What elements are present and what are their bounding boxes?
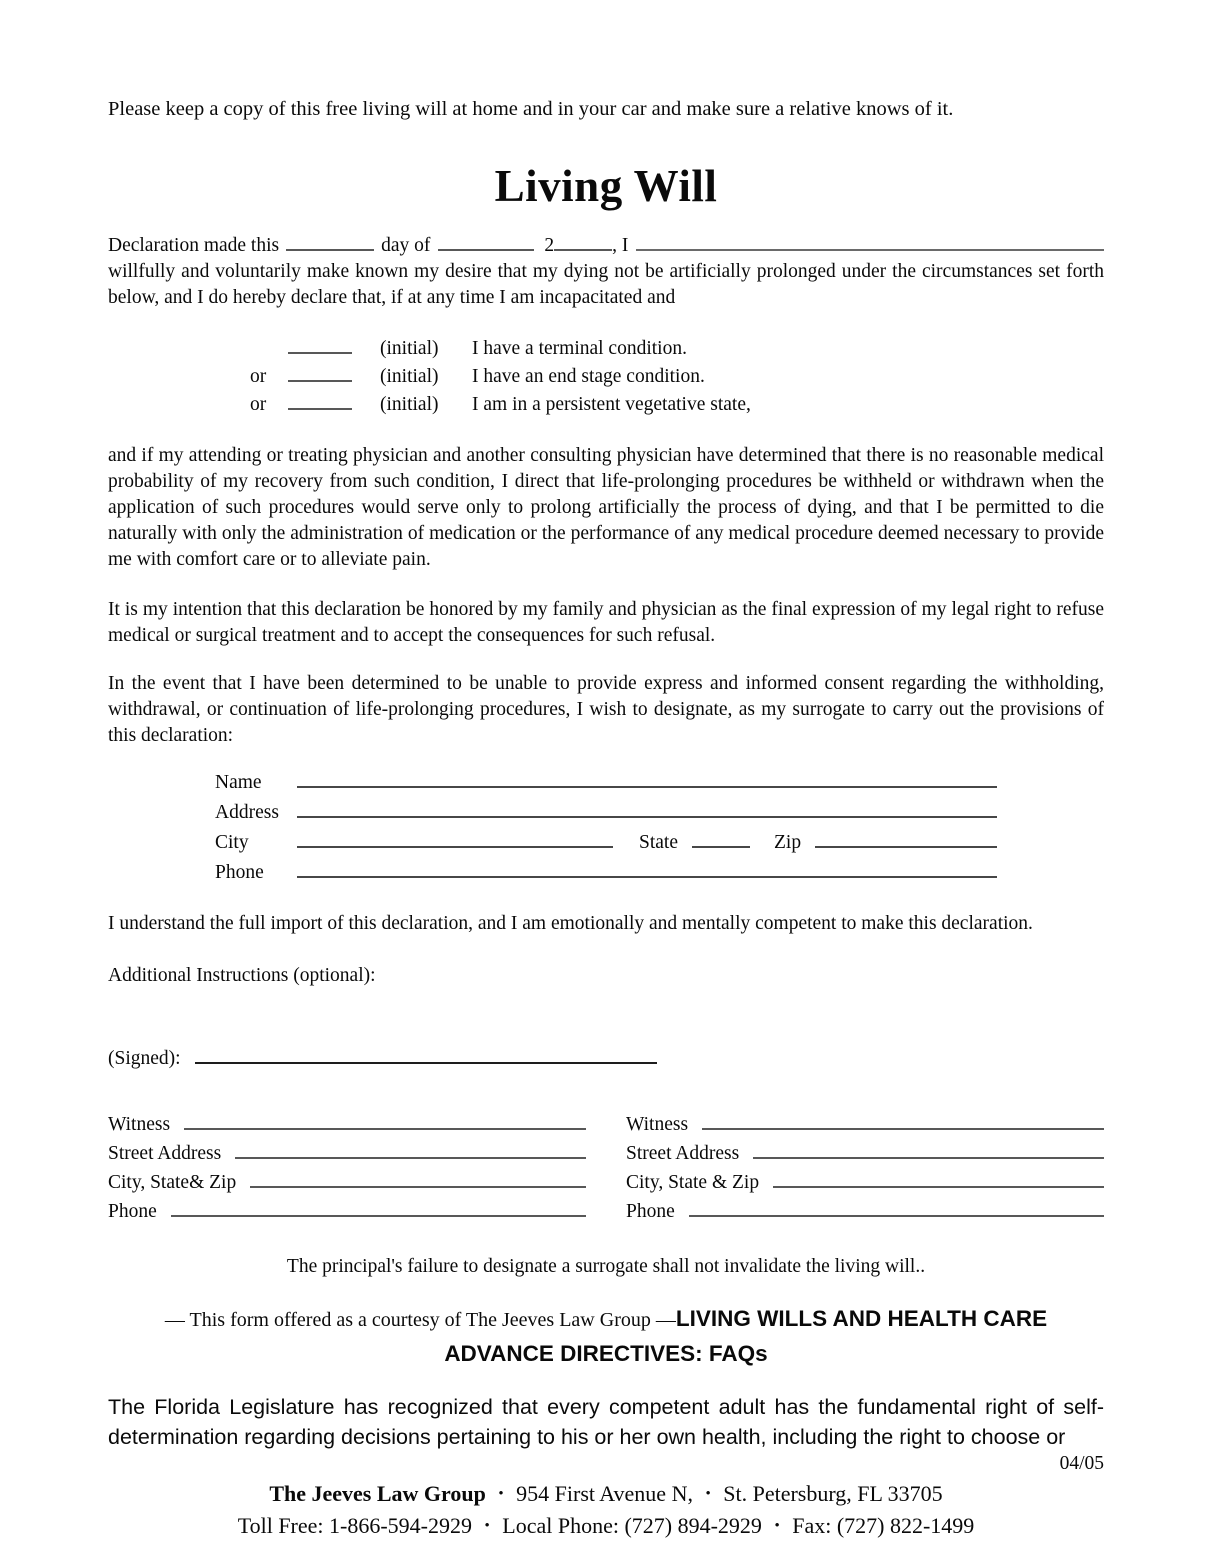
condition-text: I have an end stage condition. bbox=[472, 365, 705, 387]
declaration-body: willfully and voluntarily make known my desire that my dying not be artificially prolonged under the circumstances set forth below, and I do hereby declare that, if at any time I am incapacitated and bbox=[108, 261, 1104, 308]
footer-phone-line bbox=[108, 1510, 1104, 1542]
condition-text: I have a terminal condition. bbox=[472, 337, 687, 359]
end-stage-initial-blank[interactable] bbox=[288, 363, 352, 382]
witness-left-phone-row bbox=[108, 1199, 586, 1228]
signed-label: (Signed): bbox=[108, 1047, 181, 1069]
physician-paragraph: and if my attending or treating physician and another consulting physician have determined that there is no reasonable medical probability of my recovery from such condition, I direct that life-prolonging procedures be withheld or withdrawn when the application of such procedures would serve only to prolong artificially the process of dying, and that I be permitted to die naturally with only the administration of medication or the performance of any medical procedure deemed necessary to provide me with comfort care or to alleviate pain. bbox=[108, 445, 1104, 570]
footer-street-address: 954 First Avenue N, bbox=[516, 1480, 693, 1506]
surrogate-phone-row bbox=[215, 859, 997, 889]
declaration-line bbox=[108, 232, 1104, 259]
zip-label: Zip bbox=[774, 831, 802, 853]
street-address-label: Street Address bbox=[108, 1143, 222, 1165]
witness-right-street-line[interactable] bbox=[753, 1141, 1104, 1160]
witness-right-name-line[interactable] bbox=[702, 1112, 1104, 1131]
bullet-icon: • bbox=[774, 1517, 780, 1534]
courtesy-line bbox=[108, 1302, 1104, 1372]
bullet-icon: • bbox=[498, 1485, 504, 1502]
witness-left-city-row bbox=[108, 1170, 586, 1199]
witness-right-street-row bbox=[626, 1141, 1104, 1170]
principal-note: The principal's failure to designate a surrogate shall not invalidate the living will.. bbox=[286, 1255, 926, 1277]
surrogate-intro-paragraph: In the event that I have been determined to be unable to provide express and informed consent regarding the withholding, withdrawal, or continuation of life-prolonging procedures, I wish to designate, as my surrogate to carry out the provisions of this declaration: bbox=[108, 673, 1104, 746]
surrogate-zip-line[interactable] bbox=[815, 829, 997, 848]
declarant-name-blank[interactable] bbox=[636, 232, 1104, 251]
surrogate-state-line[interactable] bbox=[692, 829, 750, 848]
condition-row-end-stage bbox=[250, 363, 1104, 391]
declaration-made-this-label: Declaration made this bbox=[108, 235, 280, 256]
version-label: 04/05 bbox=[1059, 1452, 1104, 1474]
declaration-year-blank[interactable] bbox=[554, 232, 612, 251]
surrogate-address-row bbox=[215, 799, 997, 829]
witness-section bbox=[108, 1112, 1104, 1228]
keep-copy-notice: Please keep a copy of this free living will at home and in your car and make sure a relative knows of it. bbox=[108, 98, 954, 120]
witness-left-street-line[interactable] bbox=[235, 1141, 586, 1160]
condition-row-vegetative bbox=[250, 391, 1104, 419]
year-prefix-label: 2 bbox=[544, 235, 555, 256]
surrogate-address-line[interactable] bbox=[297, 799, 997, 818]
witness-right-name-row bbox=[626, 1112, 1104, 1141]
witness-left-name-row bbox=[108, 1112, 586, 1141]
address-label: Address bbox=[215, 801, 279, 823]
courtesy-heading-line1: LIVING WILLS AND HEALTH CARE bbox=[675, 1305, 1048, 1331]
page-title: Living Will bbox=[494, 161, 718, 211]
witness-left-city-line[interactable] bbox=[250, 1170, 586, 1189]
courtesy-text: — This form offered as a courtesy of The Jeeves Law Group — bbox=[164, 1308, 676, 1331]
city-state-zip-label: City, State& Zip bbox=[108, 1172, 237, 1194]
signature-line[interactable] bbox=[195, 1045, 657, 1064]
witness-right-city-row bbox=[626, 1170, 1104, 1199]
name-label: Name bbox=[215, 771, 262, 793]
surrogate-name-row bbox=[215, 769, 997, 799]
initial-label: (initial) bbox=[380, 365, 439, 387]
phone-label: Phone bbox=[215, 861, 264, 883]
condition-text: I am in a persistent vegetative state, bbox=[472, 393, 751, 415]
witness-column-right bbox=[626, 1112, 1104, 1228]
firm-name: The Jeeves Law Group bbox=[269, 1480, 486, 1506]
phone-label: Phone bbox=[626, 1201, 675, 1223]
condition-row-terminal bbox=[250, 335, 1104, 363]
local-phone-number: Local Phone: (727) 894-2929 bbox=[502, 1512, 762, 1538]
initial-label: (initial) bbox=[380, 337, 439, 359]
city-label: City bbox=[215, 831, 249, 853]
comma-i-label: , I bbox=[612, 235, 629, 256]
conditions-list bbox=[250, 335, 1104, 419]
terminal-initial-blank[interactable] bbox=[288, 335, 352, 354]
courtesy-heading-line2: ADVANCE DIRECTIVES: FAQs bbox=[444, 1340, 768, 1366]
street-address-label: Street Address bbox=[626, 1143, 740, 1165]
surrogate-city-row bbox=[215, 829, 997, 859]
day-of-label: day of bbox=[381, 235, 431, 256]
surrogate-fields bbox=[215, 769, 997, 889]
or-label: or bbox=[250, 393, 267, 415]
initial-label: (initial) bbox=[380, 393, 439, 415]
additional-instructions-label: Additional Instructions (optional): bbox=[108, 965, 376, 986]
footer-city-state: St. Petersburg, FL 33705 bbox=[723, 1480, 943, 1506]
toll-free-number: Toll Free: 1-866-594-2929 bbox=[237, 1512, 472, 1538]
bullet-icon: • bbox=[705, 1485, 711, 1502]
footer bbox=[108, 1478, 1104, 1542]
surrogate-phone-line[interactable] bbox=[297, 859, 997, 878]
phone-label: Phone bbox=[108, 1201, 157, 1223]
witness-label: Witness bbox=[626, 1114, 689, 1136]
vegetative-initial-blank[interactable] bbox=[288, 391, 352, 410]
florida-legislature-paragraph: The Florida Legislature has recognized that every competent adult has the fundamental right of self-determination regarding decisions pertaining to his or her own health, including the right to choose or bbox=[108, 1394, 1104, 1449]
witness-left-phone-line[interactable] bbox=[171, 1199, 586, 1218]
signed-row bbox=[108, 1045, 1104, 1070]
witness-right-city-line[interactable] bbox=[773, 1170, 1104, 1189]
state-label: State bbox=[639, 831, 678, 853]
witness-label: Witness bbox=[108, 1114, 171, 1136]
intention-paragraph: It is my intention that this declaration be honored by my family and physician as the final expression of my legal right to refuse medical or surgical treatment and to accept the consequences for such refusal. bbox=[108, 599, 1104, 646]
surrogate-city-line[interactable] bbox=[297, 829, 613, 848]
city-state-zip-label: City, State & Zip bbox=[626, 1172, 760, 1194]
witness-left-name-line[interactable] bbox=[184, 1112, 586, 1131]
footer-address-line bbox=[108, 1478, 1104, 1510]
witness-column-left bbox=[108, 1112, 586, 1228]
or-label: or bbox=[250, 365, 267, 387]
bullet-icon: • bbox=[484, 1517, 490, 1534]
witness-right-phone-line[interactable] bbox=[689, 1199, 1104, 1218]
declaration-month-blank[interactable] bbox=[438, 232, 534, 251]
declaration-day-blank[interactable] bbox=[286, 232, 374, 251]
competence-paragraph: I understand the full import of this declaration, and I am emotionally and mentally competent to make this declaration. bbox=[108, 913, 1033, 934]
witness-right-phone-row bbox=[626, 1199, 1104, 1228]
surrogate-name-line[interactable] bbox=[297, 769, 997, 788]
fax-number: Fax: (727) 822-1499 bbox=[792, 1512, 975, 1538]
witness-left-street-row bbox=[108, 1141, 586, 1170]
